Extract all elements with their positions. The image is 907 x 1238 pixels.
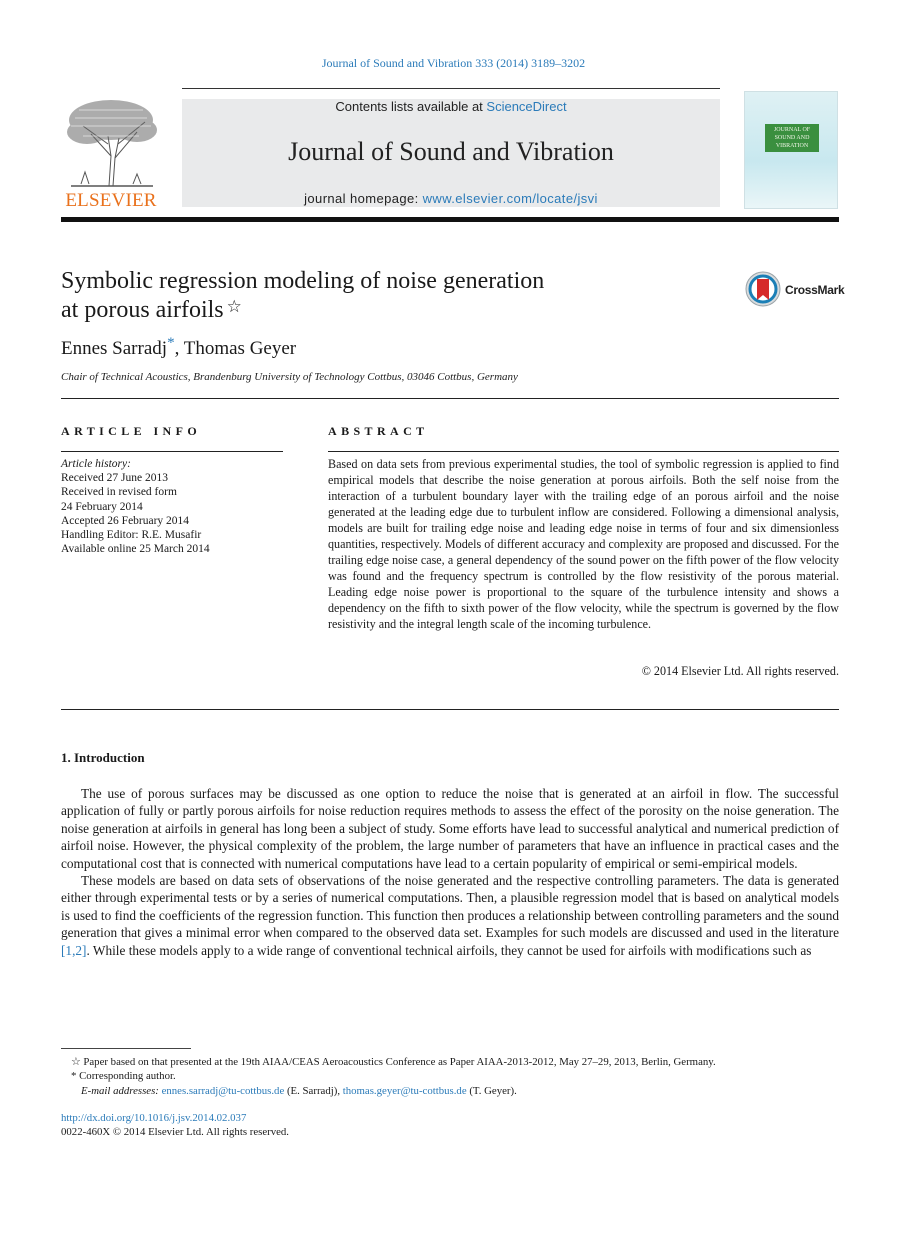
footnote-rule xyxy=(61,1048,191,1049)
crossmark-badge[interactable] xyxy=(745,271,845,309)
article-info-heading: ARTICLE INFO xyxy=(61,424,202,438)
history-line: 24 February 2014 xyxy=(61,500,143,513)
introduction-body xyxy=(61,785,839,959)
homepage-link[interactable]: www.elsevier.com/locate/jsvi xyxy=(422,191,598,206)
homepage-prefix: journal homepage: xyxy=(304,191,423,206)
history-line: Received in revised form xyxy=(61,486,177,499)
article-title xyxy=(61,267,661,325)
footnote-text: Corresponding author. xyxy=(76,1070,176,1083)
footnote-text: Paper based on that presented at the 19th AIAA/CEAS Aeroacoustics Conference as Paper AIAA-2013-2012, May 27–29, 2013, Berlin, Germany. xyxy=(80,1056,716,1068)
header-top-rule xyxy=(182,88,720,89)
footnotes xyxy=(61,1055,839,1098)
cover-title: JOURNAL OF SOUND AND VIBRATION xyxy=(765,124,819,152)
paragraph-text: These models are based on data sets of observations of the noise generated and the respective controlling parameters. The data is generated either through experimental tests or by a series of numerical computations. Then, a plausible regression model that is based on analytical models is used to find the coefficients of the regression function. This function then produces a relationship between controlling parameters and the sound generation that gives a minimal error when compared to the observed data set. Examples for such models are discussed and used in the literature xyxy=(61,873,839,941)
footnote-asterisk-mark: * xyxy=(71,1070,77,1083)
crossmark-label: CrossMark xyxy=(785,283,845,297)
article-history xyxy=(61,457,283,556)
abstract-bottom-rule xyxy=(61,709,839,710)
affiliation: Chair of Technical Acoustics, Brandenburg University of Technology Cottbus, 03046 Cottbus, Germany xyxy=(61,371,518,383)
paragraph-text: . While these models apply to a wide range of conventional technical airfoils, they cannot be used for airfoils with modifications such as xyxy=(86,942,812,958)
title-line-1: Symbolic regression modeling of noise generation xyxy=(61,268,545,294)
email-link-sarradj[interactable]: ennes.sarradj@tu-cottbus.de xyxy=(161,1084,285,1097)
footnote-star-mark: ☆ xyxy=(71,1056,81,1068)
reference-link-1-2[interactable]: [1,2] xyxy=(61,942,87,958)
author-separator: , xyxy=(174,338,184,359)
paragraph: The use of porous surfaces may be discussed as one option to reduce the noise that is generated at an airfoil in flow. The successful application of fully or partly porous airfoils for noise reduction requires methods to assess the effect of the porosity on the noise generation. The noise generation at airfoils in general has long been a subject of study. Some efforts have lead to successful analytical and numerical prediction of airfoil noise. However, the physical complexity of the problem, the large number of parameters that have an influence in practical cases and the computational cost that is connected with numerical computations have lead to a certain popularity of empirical or semi-empirical models. xyxy=(61,786,839,871)
journal-name: Journal of Sound and Vibration xyxy=(288,137,614,166)
history-line: Accepted 26 February 2014 xyxy=(61,514,190,527)
history-line: Received 27 June 2013 xyxy=(61,472,168,485)
elsevier-logo[interactable] xyxy=(61,96,161,212)
history-label: Article history: xyxy=(61,458,131,470)
header-bottom-rule xyxy=(61,217,839,222)
email-label: E-mail addresses: xyxy=(81,1084,162,1097)
title-block-rule xyxy=(61,398,839,399)
crossmark-icon xyxy=(745,271,781,307)
email-link-geyer[interactable]: thomas.geyer@tu-cottbus.de xyxy=(342,1084,467,1097)
corresponding-author-mark[interactable]: * xyxy=(167,335,175,351)
contents-prefix: Contents lists available at xyxy=(335,99,487,114)
publisher-wordmark: ELSEVIER xyxy=(65,190,157,211)
title-line-2: at porous airfoils xyxy=(61,297,224,323)
footnote-paper-origin xyxy=(61,1055,839,1069)
issn-copyright: 0022-460X © 2014 Elsevier Ltd. All rights reserved. xyxy=(61,1126,289,1139)
sciencedirect-link[interactable]: ScienceDirect xyxy=(486,99,567,114)
elsevier-tree-icon xyxy=(61,96,161,190)
history-line: Available online 25 March 2014 xyxy=(61,543,210,556)
doi-block xyxy=(61,1111,289,1140)
homepage-line xyxy=(182,191,720,206)
doi-link[interactable]: http://dx.doi.org/10.1016/j.jsv.2014.02.037 xyxy=(61,1112,247,1124)
author-sarradj[interactable]: Ennes Sarradj xyxy=(61,338,168,359)
abstract-text: Based on data sets from previous experimental studies, the tool of symbolic regression is applied to find empirical models that describe the noise generation at porous airfoils. Both the self noise from the interaction of a turbulent boundary layer with the trailing edge of an porous airfoil and the noise generated at the leading edge due to turbulent inflow are considered. Following a dimensional analysis, models are built for trailing edge noise and leading edge noise in terms of four and six dimensionless quantities, respectively. Models of different accuracy and complexity are proposed and discussed. For the trailing edge noise case, a general dependency of the sound power on the fifth power of the flow velocity was found and the frequency spectrum is controlled by the flow resistivity of the porous material. Leading edge noise power is proportional to the square of the turbulence intensity and shows a dependency on the fifth to sixth power of the flow velocity, while the spectrum is governed by the flow resistivity and the integral length scale of the incoming turbulence. xyxy=(328,457,839,631)
author-geyer[interactable]: Thomas Geyer xyxy=(183,338,297,359)
history-line: Handling Editor: R.E. Musafir xyxy=(61,529,202,542)
journal-citation[interactable]: Journal of Sound and Vibration 333 (2014) 3189–3202 xyxy=(321,56,586,70)
abstract-copyright: © 2014 Elsevier Ltd. All rights reserved. xyxy=(641,664,839,678)
email-owner: (E. Sarradj), xyxy=(284,1084,343,1097)
article-info-rule xyxy=(61,451,283,452)
footnote-emails xyxy=(61,1084,839,1098)
journal-header xyxy=(182,99,720,207)
title-footnote-star[interactable]: ☆ xyxy=(226,297,242,316)
abstract-rule xyxy=(328,451,839,452)
footnote-corresponding xyxy=(61,1069,839,1083)
paragraph xyxy=(61,872,839,959)
author-list xyxy=(61,335,297,360)
section-heading-introduction: 1. Introduction xyxy=(61,750,145,765)
abstract-heading: ABSTRACT xyxy=(328,424,429,438)
contents-line xyxy=(182,99,720,114)
email-owner: (T. Geyer). xyxy=(466,1084,517,1097)
journal-cover-thumbnail[interactable] xyxy=(744,91,838,209)
